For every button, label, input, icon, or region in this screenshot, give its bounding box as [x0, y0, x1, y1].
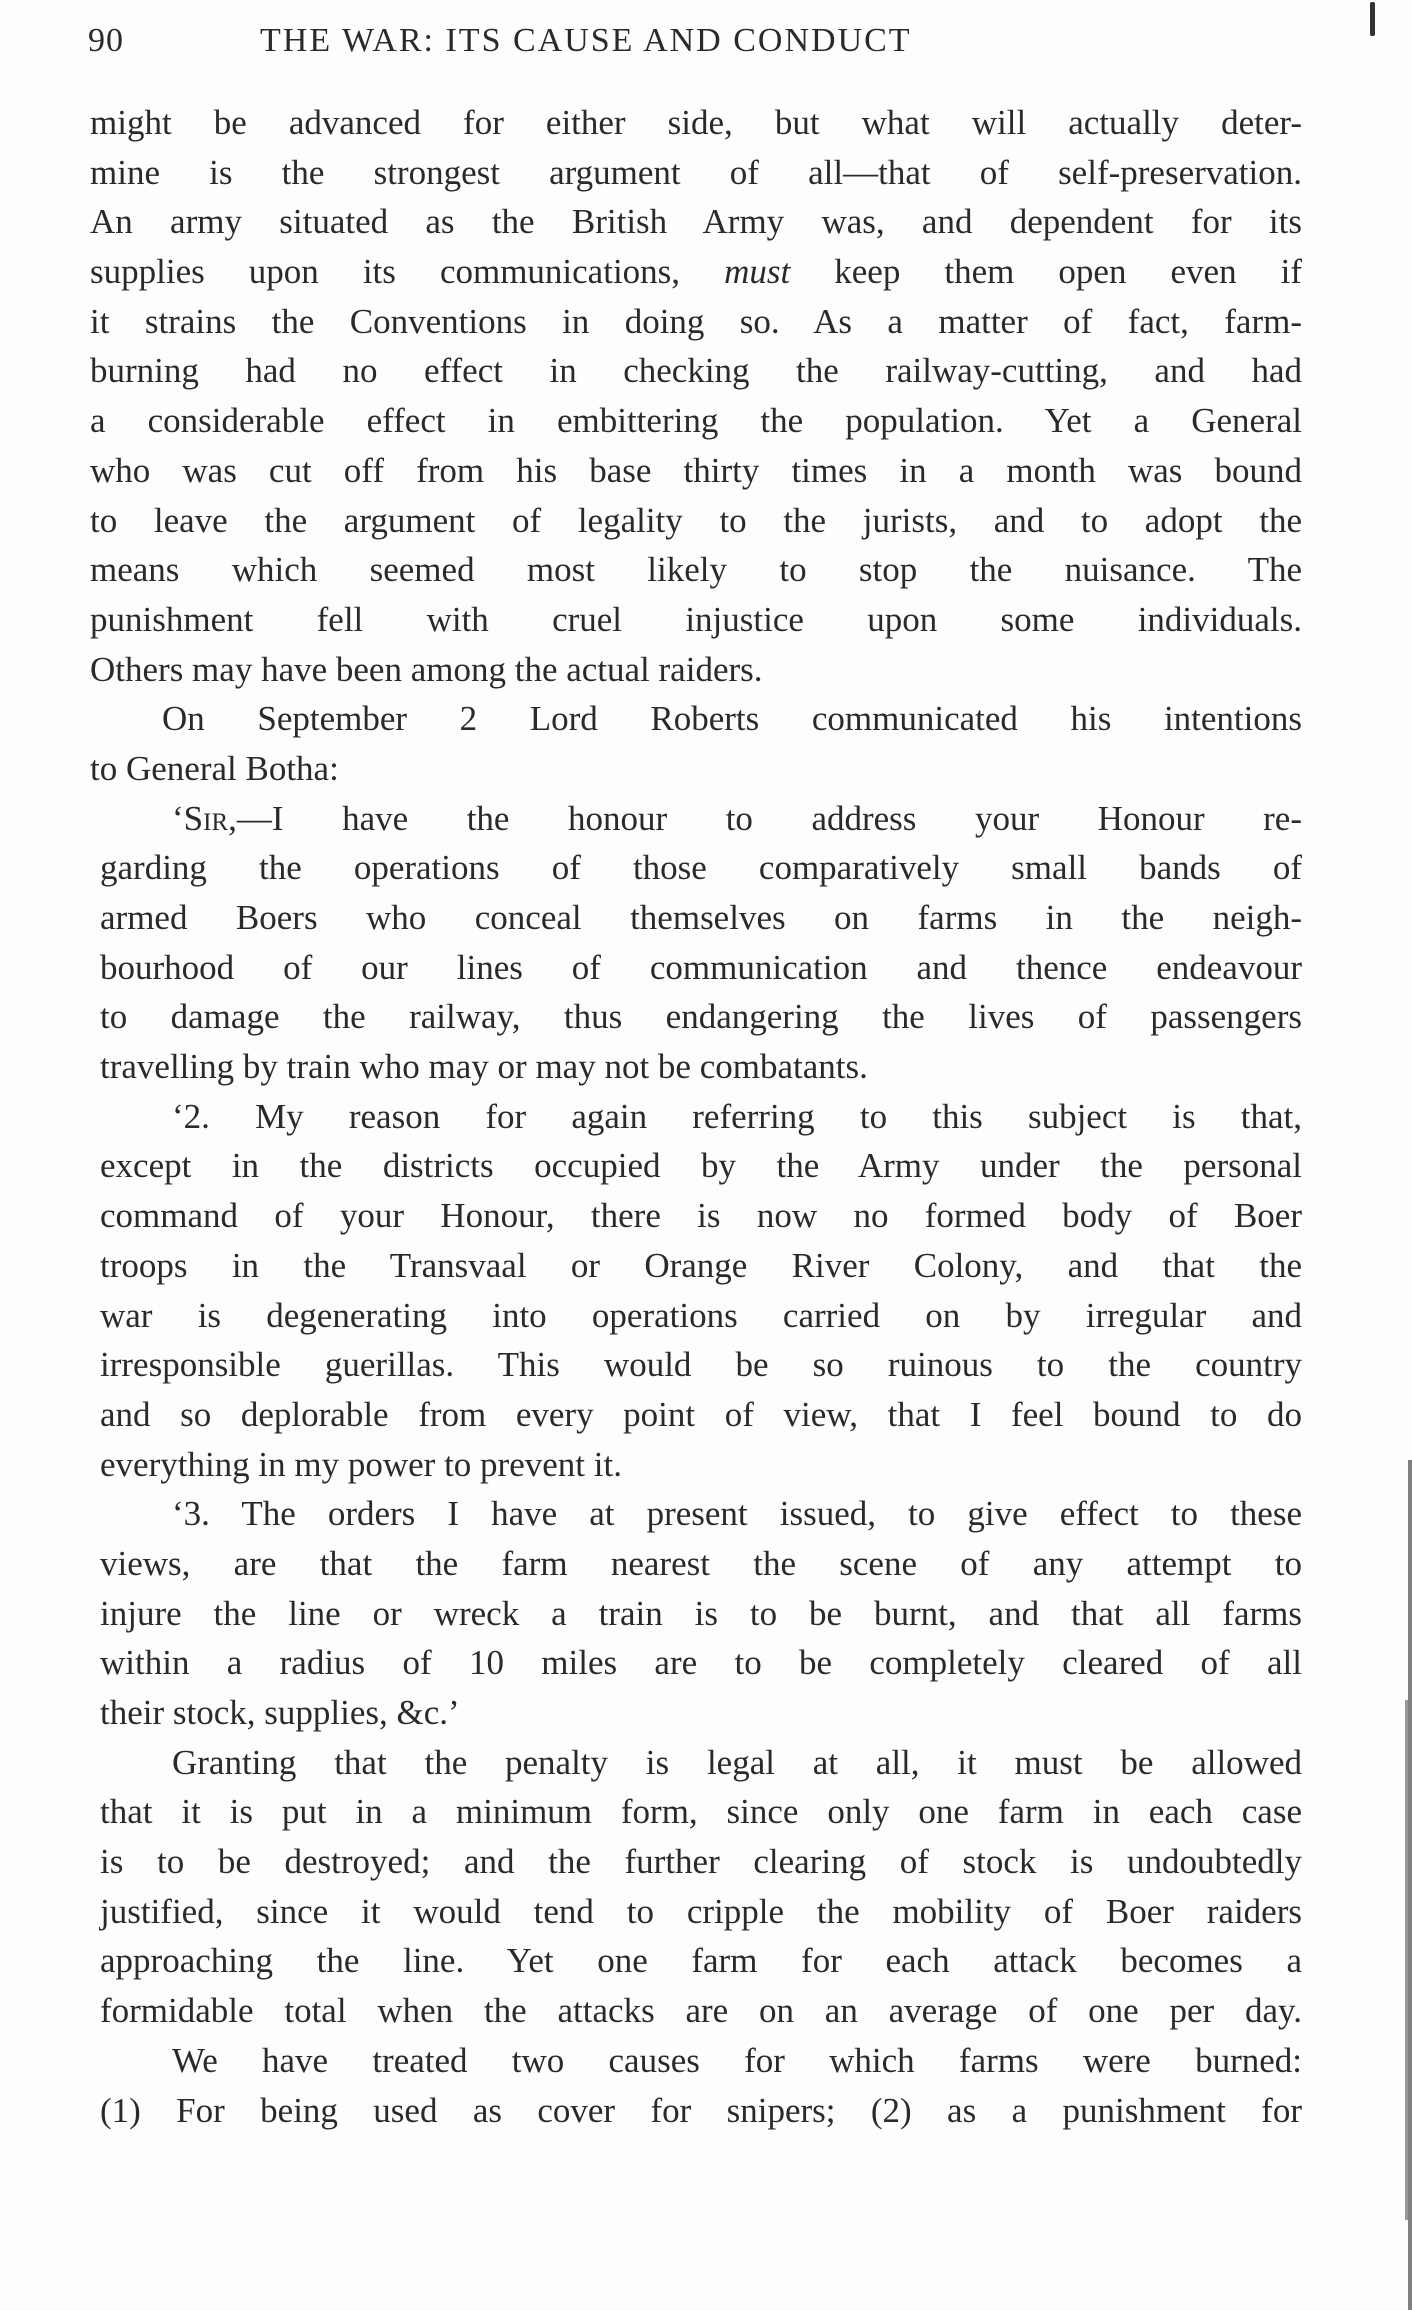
text-line	[90, 1589, 1302, 1639]
text-line	[90, 1092, 1302, 1142]
text-line	[90, 346, 1302, 396]
text-line-content: war is degenerating into operations carried on by irregular and	[100, 1295, 1302, 1335]
text-line-content: to General Botha:	[90, 748, 339, 788]
text-line	[90, 694, 1302, 744]
text-line-content: On September 2 Lord Roberts communicated his intentions	[162, 699, 1302, 739]
text-line-content: command of your Honour, there is now no formed body of Boer	[100, 1196, 1302, 1236]
text-line-content: armed Boers who conceal themselves on farms in the neigh-	[100, 898, 1302, 937]
text-line-content: views, are that the farm nearest the scene of any attempt to	[100, 1543, 1302, 1583]
running-head: THE WAR: ITS CAUSE AND CONDUCT	[260, 22, 912, 59]
text-line-content: irresponsible guerillas. This would be so ruinous to the country	[100, 1345, 1302, 1385]
text-line-content: within a radius of 10 miles are to be completely cleared of all	[100, 1643, 1302, 1683]
text-line	[90, 1986, 1302, 2036]
text-line-content: troops in the Transvaal or Orange River Colony, and that the	[100, 1245, 1302, 1285]
text-line-content: it strains the Conventions in doing so. As a matter of fact, farm-	[90, 301, 1302, 341]
text-line	[90, 1837, 1302, 1887]
scan-artifact-mark	[1370, 2, 1375, 36]
text-line	[90, 297, 1302, 347]
text-line-content: ‘2. My reason for again referring to this subject is that,	[172, 1096, 1302, 1136]
text-line-content: An army situated as the British Army was, and dependent for its	[90, 202, 1302, 242]
text-line-content: supplies upon its communications, must keep them open even if	[90, 252, 1302, 292]
text-line	[90, 1539, 1302, 1589]
page-header	[88, 14, 1208, 66]
text-line-content: that it is put in a minimum form, since only one farm in each case	[100, 1792, 1302, 1832]
text-line	[90, 148, 1302, 198]
text-line-content: bourhood of our lines of communication and thence endeavour	[100, 947, 1302, 987]
text-line-content: to damage the railway, thus endangering the lives of passengers	[100, 997, 1302, 1037]
text-line	[90, 247, 1302, 297]
body-text	[90, 98, 1302, 2135]
text-line	[90, 645, 1302, 695]
text-line-content: Granting that the penalty is legal at all, it must be allowed	[172, 1742, 1302, 1782]
text-line-content: We have treated two causes for which farms were burned:	[172, 2040, 1302, 2080]
text-line-content: except in the districts occupied by the Army under the personal	[100, 1146, 1302, 1186]
page-number: 90	[88, 22, 124, 59]
text-line	[90, 2036, 1302, 2086]
text-line	[90, 1191, 1302, 1241]
text-line-content: travelling by train who may or may not be combatants.	[100, 1047, 868, 1087]
text-line	[90, 1291, 1302, 1341]
text-line	[90, 1440, 1302, 1490]
text-line	[90, 446, 1302, 496]
scan-page-edge	[1408, 1460, 1412, 2310]
text-line-content: punishment fell with cruel injustice upon some individuals.	[90, 599, 1302, 639]
text-line-content: justified, since it would tend to cripple the mobility of Boer raiders	[100, 1891, 1302, 1931]
text-line	[90, 2086, 1302, 2136]
text-line-content: their stock, supplies, &c.’	[100, 1693, 460, 1732]
text-line	[90, 992, 1302, 1042]
text-line	[90, 744, 1302, 794]
text-line	[90, 595, 1302, 645]
text-line-content: ‘Sir,—I have the honour to address your Honour re-	[172, 798, 1302, 838]
text-line-content: ‘3. The orders I have at present issued, to give effect to these	[172, 1494, 1302, 1534]
text-line	[90, 197, 1302, 247]
text-line	[90, 496, 1302, 546]
text-line	[90, 396, 1302, 446]
text-line-content: approaching the line. Yet one farm for each attack becomes a	[100, 1941, 1302, 1981]
text-line-content: a considerable effect in embittering the population. Yet a General	[90, 401, 1302, 441]
text-line-content: garding the operations of those comparatively small bands of	[100, 848, 1302, 888]
text-line-content: is to be destroyed; and the further clearing of stock is undoubtedly	[100, 1842, 1302, 1882]
text-line-content: formidable total when the attacks are on an average of one per day.	[100, 1991, 1302, 2031]
text-line-content: mine is the strongest argument of all—that of self-preservation.	[90, 152, 1302, 192]
text-line	[90, 1141, 1302, 1191]
text-line	[90, 545, 1302, 595]
text-line	[90, 1042, 1302, 1092]
text-line	[90, 1936, 1302, 1986]
text-line	[90, 1340, 1302, 1390]
text-line	[90, 943, 1302, 993]
text-line	[90, 1241, 1302, 1291]
text-line	[90, 1887, 1302, 1937]
text-line-content: might be advanced for either side, but what will actually deter-	[90, 103, 1302, 142]
scan-page-edge-shadow	[1405, 1700, 1408, 2220]
text-line	[90, 794, 1302, 844]
text-line-content: means which seemed most likely to stop the nuisance. The	[90, 550, 1302, 590]
text-line	[90, 1688, 1302, 1738]
text-line	[90, 1390, 1302, 1440]
text-line	[90, 1787, 1302, 1837]
text-line-content: (1) For being used as cover for snipers; (2) as a punishment for	[100, 2090, 1302, 2130]
text-line-content: Others may have been among the actual raiders.	[90, 649, 763, 689]
text-line	[90, 1638, 1302, 1688]
text-line-content: injure the line or wreck a train is to be burnt, and that all farms	[100, 1593, 1302, 1633]
text-line-content: everything in my power to prevent it.	[100, 1444, 622, 1484]
text-line-content: burning had no effect in checking the railway-cutting, and had	[90, 351, 1302, 391]
text-line	[90, 1738, 1302, 1788]
text-line	[90, 98, 1302, 148]
text-line	[90, 843, 1302, 893]
text-line-content: to leave the argument of legality to the jurists, and to adopt the	[90, 500, 1302, 540]
text-line-content: and so deplorable from every point of view, that I feel bound to do	[100, 1394, 1302, 1434]
text-line	[90, 1489, 1302, 1539]
text-line	[90, 893, 1302, 943]
text-line-content: who was cut off from his base thirty times in a month was bound	[90, 450, 1302, 490]
